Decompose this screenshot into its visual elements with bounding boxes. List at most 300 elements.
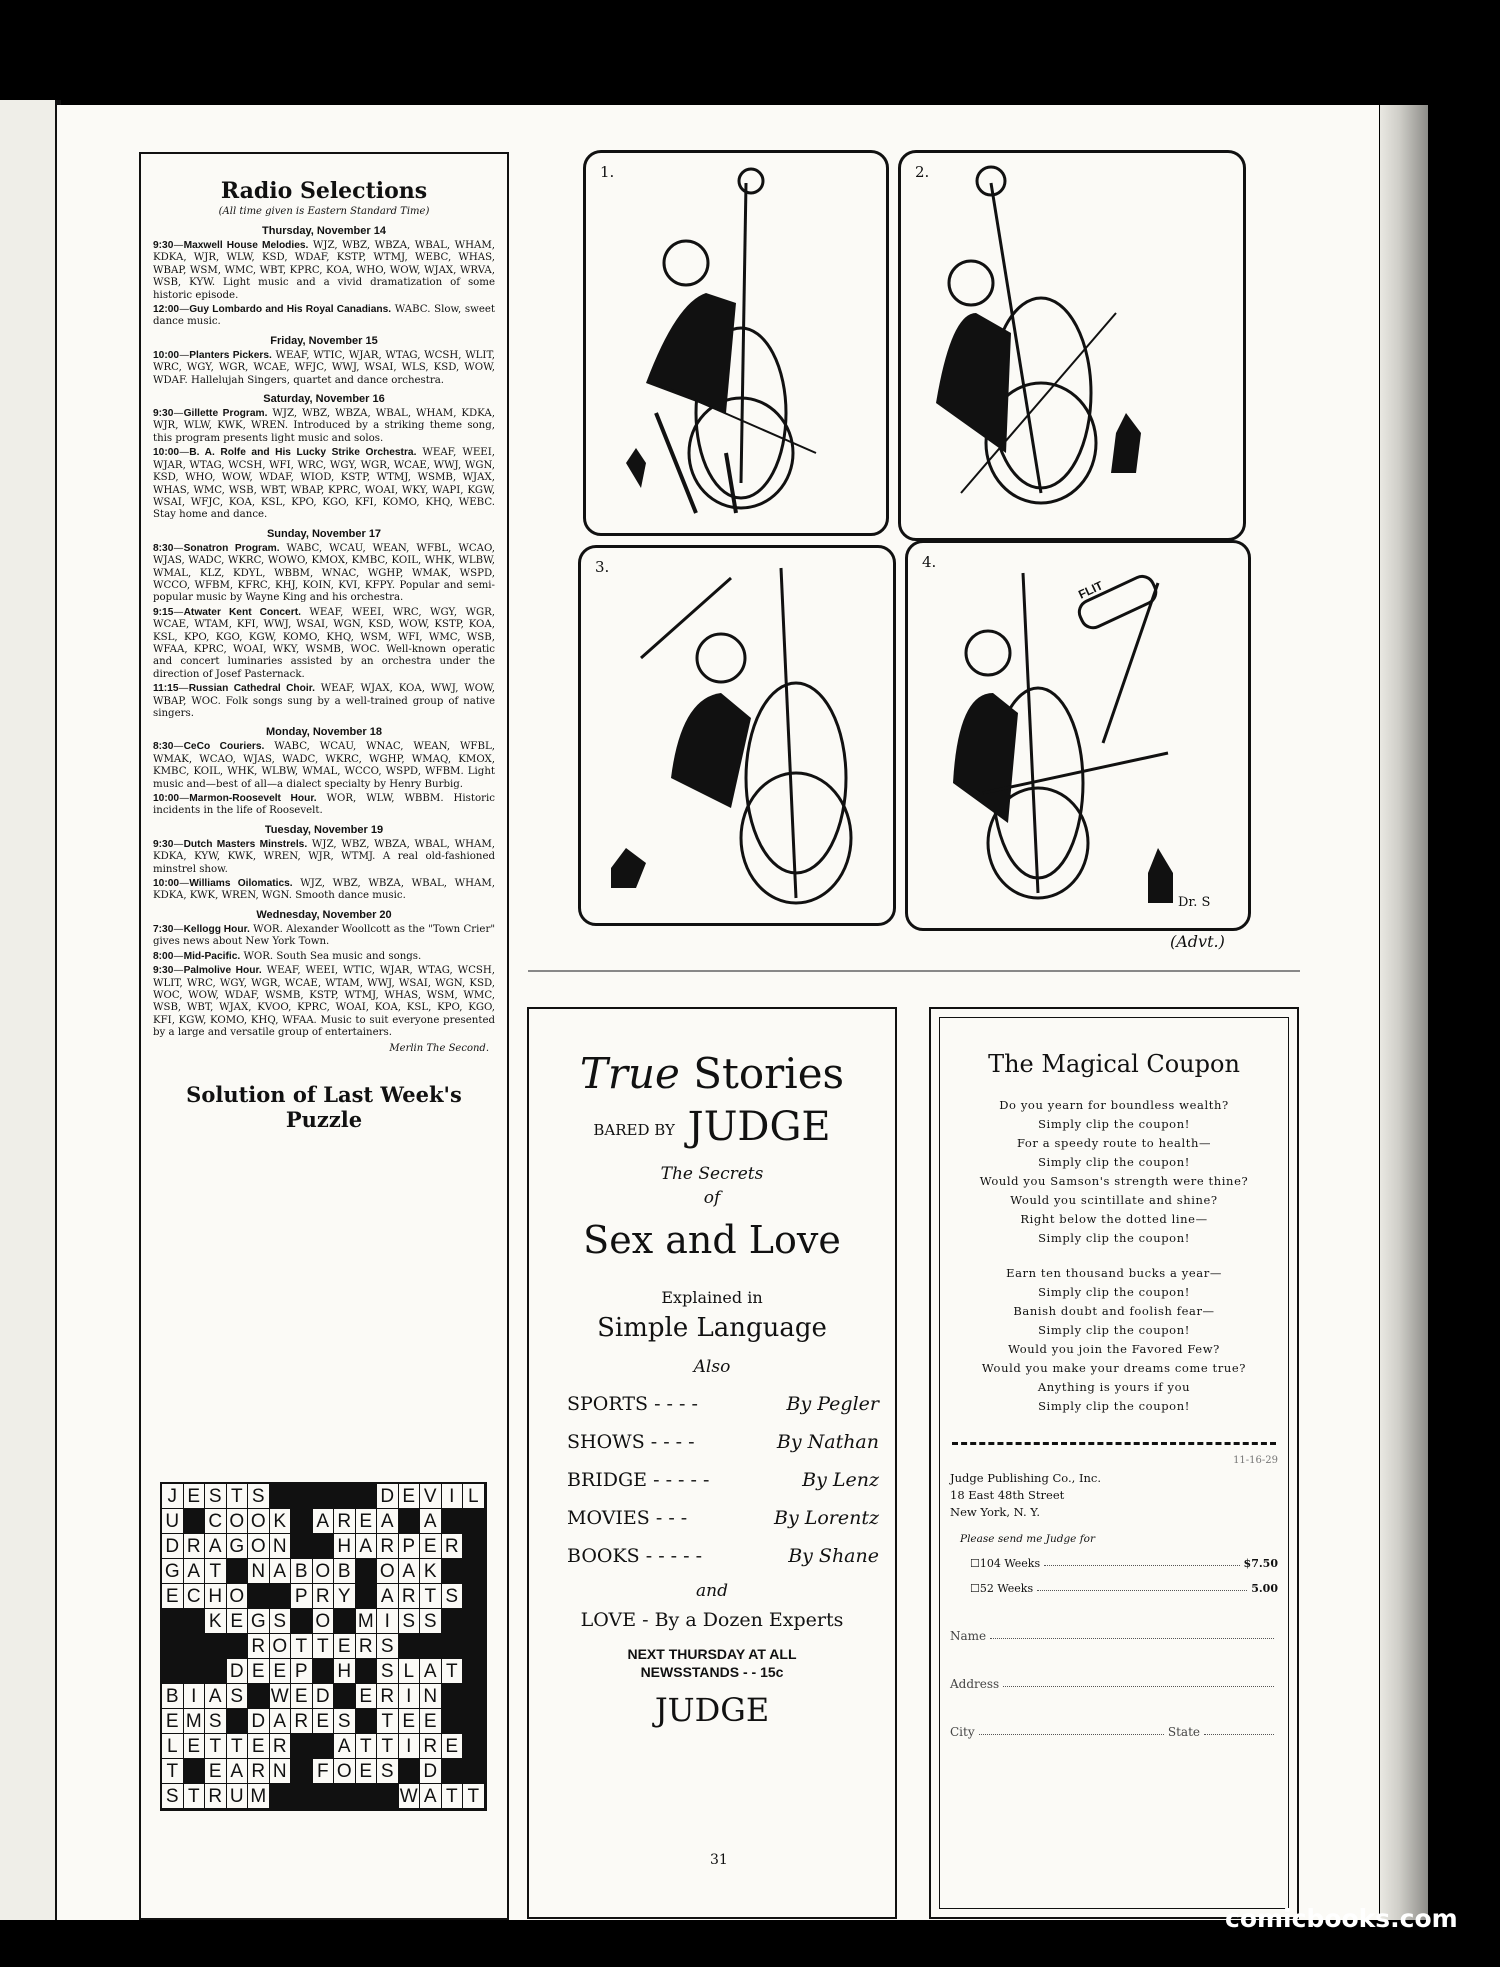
crossword-letter: V — [420, 1484, 442, 1509]
crossword-black-square — [313, 1484, 335, 1509]
bass-player-drawing — [581, 548, 893, 923]
feature-name — [567, 1469, 709, 1491]
radio-day-heading: Saturday, November 16 — [263, 393, 385, 406]
magical-coupon — [929, 1007, 1299, 1919]
feature-dots: - - - - — [650, 1431, 695, 1453]
program-title: Guy Lombardo and His Royal Canadians. — [189, 304, 392, 316]
crossword-letter: S — [377, 1759, 399, 1784]
crossword-letter: E — [420, 1534, 442, 1559]
crossword-letter: N — [420, 1684, 442, 1709]
crossword-letter: T — [377, 1734, 399, 1759]
program-title: Mid-Pacific. — [183, 950, 241, 962]
crossword-letter: E — [248, 1659, 270, 1684]
subscription-option[interactable] — [970, 1557, 1278, 1570]
crossword-letter: E — [162, 1584, 184, 1609]
flit-label: FLIT — [1076, 578, 1106, 602]
feature-dots: - - - - — [654, 1393, 698, 1415]
ad-also: Also — [693, 1357, 731, 1377]
crossword-letter: E — [356, 1759, 378, 1784]
crossword-grid — [160, 1482, 487, 1811]
crossword-black-square — [248, 1584, 270, 1609]
crossword-letter: W — [399, 1784, 421, 1809]
program-stations: WABC, WCAU, WEAN, WFBL, WCAO, WJAS, WADC, WKRC, WOWO, KMOX, KMBC, KOIL, WHK, WLBW, WMAL, KLZ, KDYL, WBBM, WNAC, WGHP, WMAK, WSPD, WCCO, WFBM, KFRC, KHJ, KOIN, KVI, KFPY. Popular and semi-popular music by Wayne King and his orchestra. — [153, 542, 495, 604]
crossword-letter: T — [313, 1634, 335, 1659]
crossword-letter: L — [162, 1734, 184, 1759]
crossword-letter: A — [205, 1684, 227, 1709]
crossword-black-square — [356, 1709, 378, 1734]
address-field[interactable]: Address — [950, 1677, 1278, 1691]
crossword-letter: T — [162, 1759, 184, 1784]
crossword-letter: A — [420, 1659, 442, 1684]
ad-feature-row — [529, 1507, 895, 1529]
feature-author: By Lorentz — [773, 1507, 879, 1529]
crossword-black-square — [291, 1484, 313, 1509]
crossword-black-square — [463, 1634, 485, 1659]
ad-judge-bottom: JUDGE — [654, 1691, 770, 1729]
crossword-letter: Y — [334, 1584, 356, 1609]
program-time: 9:30 — [153, 838, 174, 850]
program-stations: WEAF, WTIC, WJAR, WTAG, WCSH, WLIT, WRC, WGY, WGR, WCAE, WFJC, WWJ, WSAI, WLS, KSD, WOW, WDAF. Hallelujah Singers, quartet and dance orchestra. — [153, 349, 495, 386]
crossword-letter: O — [377, 1559, 399, 1584]
crossword-letter: E — [313, 1709, 335, 1734]
crossword-black-square — [334, 1684, 356, 1709]
crossword-black-square — [162, 1659, 184, 1684]
crossword-letter: R — [334, 1509, 356, 1534]
ad-and: and — [696, 1581, 728, 1601]
panel-number: 1. — [600, 163, 615, 181]
crossword-letter: I — [184, 1684, 206, 1709]
crossword-letter: A — [334, 1734, 356, 1759]
option-price: 5.00 — [1251, 1582, 1278, 1595]
crossword-letter: H — [334, 1534, 356, 1559]
comic-panel-1 — [583, 150, 889, 536]
crossword-letter: P — [399, 1534, 421, 1559]
crossword-letter: S — [442, 1584, 464, 1609]
crossword-black-square — [270, 1584, 292, 1609]
poem-line: Simply clip the coupon! — [1038, 1155, 1190, 1169]
crossword-letter: T — [356, 1734, 378, 1759]
crossword-letter: A — [313, 1509, 335, 1534]
crossword-letter: E — [334, 1634, 356, 1659]
crossword-letter: A — [420, 1784, 442, 1809]
previous-page-edge — [0, 100, 61, 1920]
crossword-letter: H — [205, 1584, 227, 1609]
feature-author: By Lenz — [802, 1469, 879, 1491]
crossword-letter: G — [248, 1609, 270, 1634]
crossword-letter: E — [420, 1709, 442, 1734]
poem-line: Simply clip the coupon! — [1038, 1285, 1190, 1299]
ad-love-line: LOVE - By a Dozen Experts — [580, 1609, 844, 1631]
program-time: 9:30 — [153, 965, 174, 977]
crossword-letter: E — [399, 1709, 421, 1734]
radio-schedule — [153, 225, 495, 1040]
crossword-letter: A — [184, 1559, 206, 1584]
crossword-letter: E — [399, 1484, 421, 1509]
crossword-letter: A — [356, 1534, 378, 1559]
crossword-letter: U — [227, 1784, 249, 1809]
feature-author: By Shane — [788, 1545, 879, 1567]
radio-day-heading: Friday, November 15 — [270, 334, 378, 347]
radio-program: 9:30—Maxwell House Melodies. WJZ, WBZ, WBZA, WBAL, WHAM, KDKA, WJR, WLW, KSD, WDAF, KSTP, WTMJ, WEBC, WHAS, WBAP, WSM, WMC, WBT, KPRC, KOA, WHO, WOW, WJAX, WRVA, WSB, KYW. Light music and a vivid dramatization of some historic episode. — [153, 240, 495, 301]
radio-day-heading: Monday, November 18 — [266, 726, 382, 739]
crossword-letter: S — [334, 1709, 356, 1734]
crossword-black-square — [334, 1484, 356, 1509]
crossword-letter: J — [162, 1484, 184, 1509]
program-stations: WOR, WLW, WBBM. Historic incidents in the life of Roosevelt. — [153, 793, 495, 817]
radio-day-heading: Sunday, November 17 — [266, 527, 382, 540]
crossword-black-square — [291, 1509, 313, 1534]
crossword-black-square — [442, 1609, 464, 1634]
radio-program: 9:15—Atwater Kent Concert. WEAF, WEEI, WRC, WGY, WGR, WCAE, WTAM, KFI, WWJ, WSAI, WGN, KSD, WOW, KSTP, KOA, KSL, KPO, KGO, KGW, KOMO, KHQ, WSM, WFI, WMC, WSB, WFAA, KPRC, WOAI, WKY, WSMB, WOC. Well-known operatic and concert luminaries assisted by an orchestra under the direction of Josef Pasternack. — [153, 606, 495, 680]
crossword-black-square — [463, 1559, 485, 1584]
program-time: 10:00 — [153, 447, 180, 459]
subscription-option[interactable] — [970, 1582, 1278, 1595]
program-time: 9:15 — [153, 606, 174, 618]
option-price: $7.50 — [1243, 1557, 1278, 1570]
ad-feature-row — [529, 1545, 895, 1567]
radio-program: 10:00—Marmon-Roosevelt Hour. WOR, WLW, WBBM. Historic incidents in the life of Roosevelt. — [153, 793, 495, 817]
crossword-black-square — [463, 1709, 485, 1734]
crossword-letter: R — [291, 1709, 313, 1734]
poem-line: Simply clip the coupon! — [1038, 1117, 1190, 1131]
crossword-letter: S — [270, 1609, 292, 1634]
feature-name — [567, 1507, 687, 1529]
option-label: 104 Weeks — [979, 1557, 1041, 1570]
bass-player-drawing — [901, 153, 1243, 538]
crossword-letter: A — [399, 1559, 421, 1584]
crossword-letter: R — [205, 1784, 227, 1809]
feature-label: BOOKS — [567, 1545, 640, 1567]
crossword-black-square — [463, 1509, 485, 1534]
ad-byline: BARED BY JUDGE — [593, 1104, 831, 1150]
poem-line: Would you Samson's strength were thine? — [979, 1174, 1249, 1188]
program-time: 10:00 — [153, 878, 180, 890]
crossword-black-square — [463, 1734, 485, 1759]
crossword-black-square — [356, 1784, 378, 1809]
crossword-letter: A — [377, 1509, 399, 1534]
advertisement-note: (Advt.) — [1170, 932, 1225, 951]
program-title: Gillette Program. — [183, 408, 268, 420]
crossword-letter: E — [270, 1659, 292, 1684]
page-stack-edge — [1380, 105, 1428, 1920]
crossword-letter: O — [227, 1584, 249, 1609]
crossword-letter: A — [420, 1509, 442, 1534]
send-instruction: Please send me Judge for — [960, 1533, 1095, 1545]
program-title: Kellogg Hour. — [183, 923, 250, 935]
section-rule — [528, 970, 1300, 972]
ad-next-thursday: NEXT THURSDAY AT ALL NEWSSTANDS - - 15c — [627, 1646, 797, 1680]
crossword-letter: S — [205, 1709, 227, 1734]
name-field[interactable]: Name — [950, 1629, 1278, 1643]
ad-sex-love: Sex and Love — [583, 1218, 841, 1262]
crossword-letter: E — [291, 1684, 313, 1709]
program-stations: WJZ, WBZ, WBZA, WBAL, WHAM, KDKA, KYW, KWK, WREN, WJR, WTMJ. A real old-fashioned minstrel show. — [153, 838, 495, 875]
program-stations: WEAF, WEEI, WJAR, WTAG, WCSH, WFI, WRC, WGY, WGR, WCAE, WWJ, WGN, KSD, WHO, WOW, WDAF, WIOD, KSTP, WTMJ, WSMB, WJAX, WHAS, WMC, WSB, WBT, WBAP, KPRC, WOAI, WKY, WAPI, KGW, WSAI, WFJC, KOA, KSL, KPO, KGO, KFI, KOMO, KHQ, WEBC. Stay home and dance. — [153, 447, 495, 521]
crossword-letter: E — [442, 1734, 464, 1759]
crossword-letter: D — [420, 1759, 442, 1784]
crossword-letter: C — [184, 1584, 206, 1609]
crossword-letter: S — [377, 1634, 399, 1659]
crossword-letter: B — [291, 1559, 313, 1584]
watermark: comicbooks.com — [1225, 1904, 1458, 1933]
crossword-letter: R — [399, 1584, 421, 1609]
crossword-black-square — [162, 1634, 184, 1659]
crossword-letter: K — [270, 1509, 292, 1534]
panel-number: 4. — [922, 553, 937, 571]
feature-author: By Nathan — [776, 1431, 879, 1453]
program-title: Maxwell House Melodies. — [183, 240, 309, 251]
crossword-letter: S — [162, 1784, 184, 1809]
crossword-letter: F — [313, 1759, 335, 1784]
program-stations: WOR. Alexander Woollcott as the "Town Crier" gives news about New York Town. — [153, 923, 496, 948]
feature-name — [567, 1393, 698, 1415]
program-time: 8:30 — [153, 542, 174, 554]
crossword-black-square — [377, 1784, 399, 1809]
crossword-letter: N — [248, 1559, 270, 1584]
crossword-letter: T — [463, 1784, 485, 1809]
program-time: 7:30 — [153, 923, 174, 935]
crossword-letter: M — [248, 1784, 270, 1809]
crossword-black-square — [291, 1759, 313, 1784]
feature-author: By Pegler — [786, 1393, 879, 1415]
true-stories-ad — [527, 1007, 897, 1919]
radio-program: 9:30—Gillette Program. WJZ, WBZ, WBZA, WBAL, WHAM, KDKA, WJR, WLW, KWK, WREN. Introduced by a striking theme song, this program presents light music and solos. — [153, 408, 495, 444]
crossword-letter: R — [356, 1634, 378, 1659]
comic-panel-3 — [578, 545, 896, 926]
program-time: 10:00 — [153, 793, 180, 805]
radio-day-heading: Wednesday, November 20 — [256, 908, 392, 921]
crossword-letter: E — [356, 1509, 378, 1534]
crossword-black-square — [184, 1634, 206, 1659]
option-dots — [1037, 1582, 1247, 1591]
feature-dots: - - - - - — [653, 1469, 710, 1491]
crossword-letter: I — [399, 1684, 421, 1709]
radio-program: 8:30—CeCo Couriers. WABC, WCAU, WNAC, WEAN, WFBL, WMAK, WCAO, WJAS, WADC, WKRC, WGHP, WMAQ, KMOX, KMBC, KOIL, WHK, WLBW, WMAL, WCCO, WSPD, WFBM. Light music and—best of all—a dialect specialty by Henry Burbig. — [153, 741, 495, 790]
program-title: Planters Pickers. — [189, 349, 272, 361]
crossword-letter: N — [270, 1759, 292, 1784]
crossword-letter: O — [248, 1534, 270, 1559]
program-title: Williams Oilomatics. — [189, 878, 293, 890]
crossword-black-square — [356, 1559, 378, 1584]
program-title: Palmolive Hour. — [183, 965, 262, 977]
ad-headline: True Stories — [579, 1049, 845, 1098]
radio-title: Radio Selections — [220, 178, 428, 204]
crossword-letter: A — [205, 1534, 227, 1559]
crossword-letter: D — [227, 1659, 249, 1684]
crossword-black-square — [463, 1684, 485, 1709]
feature-dots: - - - - - — [645, 1545, 702, 1567]
crossword-letter: R — [442, 1534, 464, 1559]
crossword-black-square — [420, 1634, 442, 1659]
crossword-black-square — [399, 1759, 421, 1784]
crossword-letter: N — [270, 1534, 292, 1559]
poem-line: Would you join the Favored Few? — [1008, 1342, 1220, 1356]
city-state-field[interactable]: City State — [950, 1725, 1278, 1739]
crossword-black-square — [291, 1784, 313, 1809]
crossword-letter: R — [377, 1534, 399, 1559]
crossword-letter: E — [248, 1734, 270, 1759]
crossword-black-square — [442, 1684, 464, 1709]
crossword-letter: S — [399, 1609, 421, 1634]
crossword-letter: U — [162, 1509, 184, 1534]
program-time: 9:30 — [153, 408, 174, 420]
crossword-letter: A — [227, 1759, 249, 1784]
ad-feature-row — [529, 1469, 895, 1491]
program-title: Marmon-Roosevelt Hour. — [189, 793, 317, 805]
puzzle-title: Solution of Last Week's Puzzle — [186, 1081, 462, 1132]
panel-number: 3. — [595, 558, 610, 576]
crossword-letter: R — [270, 1734, 292, 1759]
crossword-black-square — [184, 1509, 206, 1534]
radio-program: 8:00—Mid-Pacific. WOR. South Sea music and songs. — [153, 950, 422, 962]
poem-line: Would you make your dreams come true? — [981, 1361, 1247, 1375]
crossword-letter: R — [248, 1759, 270, 1784]
crossword-black-square — [291, 1534, 313, 1559]
checkbox-icon: ☐ — [970, 1582, 980, 1595]
radio-program: 10:00—Williams Oilomatics. WJZ, WBZ, WBZA, WBAL, WHAM, KDKA, KWK, WREN, WGN. Smooth dance music. — [153, 878, 495, 902]
poem-line: Anything is yours if you — [1037, 1380, 1191, 1394]
crossword-letter: K — [205, 1609, 227, 1634]
crossword-letter: E — [227, 1609, 249, 1634]
crossword-letter: T — [291, 1634, 313, 1659]
crossword-letter: I — [442, 1484, 464, 1509]
program-time: 8:00 — [153, 950, 174, 962]
crossword-black-square — [334, 1784, 356, 1809]
ad-features — [529, 1393, 895, 1567]
option-dots — [1044, 1557, 1239, 1566]
feature-label: SHOWS — [567, 1431, 645, 1453]
crossword-letter: B — [162, 1684, 184, 1709]
crossword-black-square — [270, 1484, 292, 1509]
crossword-black-square — [442, 1759, 464, 1784]
comic-panel-4 — [905, 540, 1251, 931]
address-line: 18 East 48th Street — [950, 1488, 1065, 1502]
crossword-black-square — [334, 1609, 356, 1634]
crossword-letter: W — [270, 1684, 292, 1709]
program-title: B. A. Rolfe and His Lucky Strike Orchestra. — [189, 447, 417, 459]
crossword-black-square — [313, 1734, 335, 1759]
cut-line — [952, 1442, 1276, 1445]
crossword-black-square — [291, 1734, 313, 1759]
poem-line: Simply clip the coupon! — [1038, 1399, 1190, 1413]
crossword-letter: D — [377, 1484, 399, 1509]
crossword-letter: R — [420, 1734, 442, 1759]
crossword-letter: G — [162, 1559, 184, 1584]
crossword-black-square — [162, 1609, 184, 1634]
crossword-letter: T — [227, 1484, 249, 1509]
coupon-inner — [939, 1017, 1289, 1909]
ad-feature-row — [529, 1431, 895, 1453]
crossword-black-square — [227, 1709, 249, 1734]
feature-label: BRIDGE — [567, 1469, 648, 1491]
program-title: Dutch Masters Minstrels. — [183, 838, 308, 850]
crossword-black-square — [313, 1534, 335, 1559]
crossword-letter: T — [420, 1584, 442, 1609]
crossword-letter: P — [291, 1584, 313, 1609]
crossword-letter: T — [227, 1734, 249, 1759]
crossword-black-square — [184, 1609, 206, 1634]
crossword-black-square — [356, 1484, 378, 1509]
poem-line: For a speedy route to health— — [1016, 1136, 1212, 1150]
radio-day-heading: Thursday, November 14 — [262, 225, 386, 237]
radio-subtitle: (All time given is Eastern Standard Time) — [218, 206, 430, 217]
crossword-letter: S — [205, 1484, 227, 1509]
address-line: Judge Publishing Co., Inc. — [950, 1471, 1102, 1485]
program-time: 11:15 — [153, 683, 179, 695]
crossword-letter: T — [184, 1784, 206, 1809]
ad-of: of — [703, 1188, 721, 1208]
crossword-black-square — [248, 1684, 270, 1709]
crossword-letter: R — [313, 1584, 335, 1609]
crossword-letter: E — [205, 1759, 227, 1784]
crossword-black-square — [463, 1534, 485, 1559]
crossword-letter: T — [442, 1659, 464, 1684]
flit-sprayer-drawing — [908, 543, 1248, 928]
poem-line: Simply clip the coupon! — [1038, 1231, 1190, 1245]
crossword-letter: P — [291, 1659, 313, 1684]
crossword-letter: A — [377, 1584, 399, 1609]
publisher-address — [950, 1470, 1288, 1521]
crossword-letter: A — [270, 1559, 292, 1584]
crossword-black-square — [313, 1659, 335, 1684]
coupon-poem — [940, 1096, 1288, 1416]
ad-simple-language: Simple Language — [597, 1313, 827, 1343]
program-stations: WABC, WCAU, WNAC, WEAN, WFBL, WMAK, WCAO, WJAS, WADC, WKRC, WGHP, WMAQ, KMOX, KMBC, KOIL, WHK, WLBW, WMAL, WCCO, WSPD, WFBM. Light music and—best of all—a dialect specialty by Henry Burbig. — [153, 741, 495, 790]
radio-program: 9:30—Palmolive Hour. WEAF, WEEI, WTIC, WJAR, WTAG, WCSH, WLIT, WRC, WGY, WGR, WCAE, WTAM, WWJ, WSAI, WGN, KSD, WOC, WOW, WDAF, WSMB, KSTP, WTMJ, WHAS, WSM, WMC, WSB, WBT, WJAX, KVOO, KPRC, WOAI, KOA, KSL, KPO, KGO, KFI, KGW, KOMO, KHQ, WFAA. Music to suit everyone presented by a large and versatile group of entertainers. — [153, 965, 495, 1039]
crossword-letter: C — [205, 1509, 227, 1534]
program-time: 12:00 — [153, 304, 180, 316]
radio-program: 12:00—Guy Lombardo and His Royal Canadians. WABC. Slow, sweet dance music. — [153, 304, 495, 328]
crossword-black-square — [356, 1584, 378, 1609]
crossword-black-square — [399, 1509, 421, 1534]
feature-dots: - - - — [655, 1507, 688, 1529]
crossword-black-square — [291, 1609, 313, 1634]
crossword-letter: L — [399, 1659, 421, 1684]
crossword-black-square — [463, 1609, 485, 1634]
program-stations: WEAF, WEEI, WRC, WGY, WGR, WCAE, WTAM, KFI, WWJ, WSAI, WGN, KSD, WOW, KSTP, KOA, KSL, KPO, KGO, KGW, KOMO, KHQ, WSM, WFI, WMC, WSB, WFAA, KPRC, WOAI, WKY, WSMB, WOC. Well-known operatic and concert luminaries assisted by an orchestra under the direction of Josef Pasternack. — [153, 606, 495, 680]
crossword-letter: E — [184, 1484, 206, 1509]
crossword-letter: O — [227, 1509, 249, 1534]
crossword-letter: K — [420, 1559, 442, 1584]
crossword-letter: T — [377, 1709, 399, 1734]
crossword-letter: S — [420, 1609, 442, 1634]
program-title: CeCo Couriers. — [183, 741, 265, 753]
crossword-letter: O — [313, 1609, 335, 1634]
radio-signature: Merlin The Second. — [389, 1042, 489, 1054]
program-stations: WOR. South Sea music and songs. — [243, 950, 422, 962]
crossword-letter: E — [356, 1684, 378, 1709]
radio-program: 9:30—Dutch Masters Minstrels. WJZ, WBZ, WBZA, WBAL, WHAM, KDKA, KYW, KWK, WREN, WJR, WTMJ. A real old-fashioned minstrel show. — [153, 838, 495, 875]
crossword-black-square — [442, 1709, 464, 1734]
panel-number: 2. — [915, 163, 930, 181]
crossword-letter: M — [184, 1709, 206, 1734]
coupon-title: The Magical Coupon — [988, 1050, 1240, 1078]
poem-line: Earn ten thousand bucks a year— — [1006, 1266, 1222, 1280]
poem-line: Banish doubt and foolish fear— — [1013, 1304, 1215, 1318]
poem-line: Simply clip the coupon! — [1038, 1323, 1190, 1337]
crossword-black-square — [463, 1659, 485, 1684]
poem-line: Would you scintillate and shine? — [1010, 1193, 1218, 1207]
ad-feature-row — [529, 1393, 895, 1415]
crossword-black-square — [205, 1634, 227, 1659]
radio-day-heading: Tuesday, November 19 — [264, 823, 384, 836]
crossword-letter: E — [184, 1734, 206, 1759]
crossword-letter: S — [227, 1684, 249, 1709]
radio-program: 8:30—Sonatron Program. WABC, WCAU, WEAN, WFBL, WCAO, WJAS, WADC, WKRC, WOWO, KMOX, KMBC, KOIL, WHK, WLBW, WMAL, KLZ, KDYL, WBBM, WNAC, WGHP, WMAK, WSPD, WCCO, WFBM, KFRC, KHJ, KOIN, KVI, KFPY. Popular and semi-popular music by Wayne King and his orchestra. — [153, 542, 495, 604]
feature-name — [567, 1431, 695, 1453]
crossword-letter: O — [248, 1509, 270, 1534]
crossword-letter: I — [399, 1734, 421, 1759]
